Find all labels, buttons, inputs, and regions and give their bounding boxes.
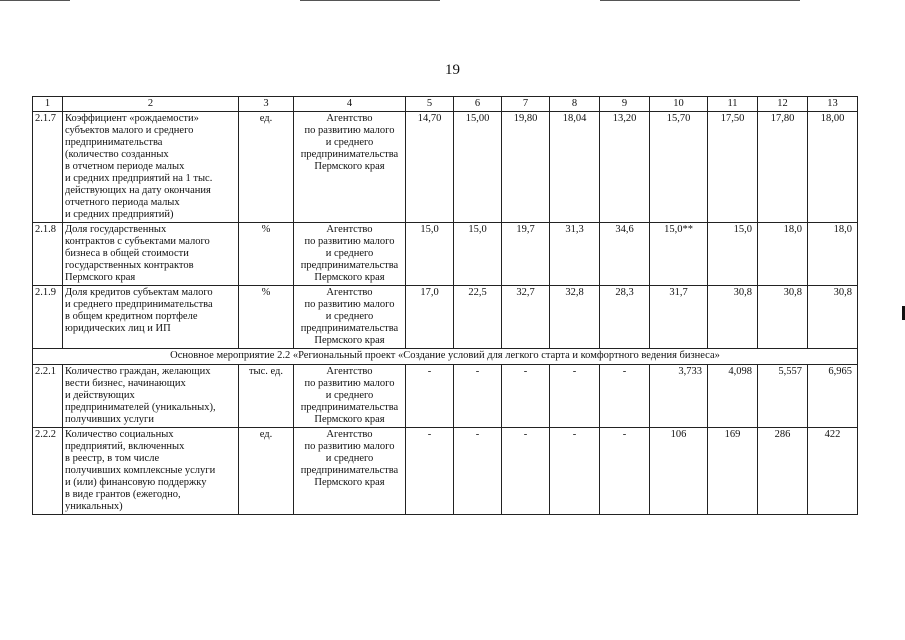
page-number: 19 <box>445 62 460 78</box>
header-cell: 7 <box>502 97 550 112</box>
unit: тыс. ед. <box>239 365 294 428</box>
value-cell: 15,70 <box>650 112 708 223</box>
header-cell: 3 <box>239 97 294 112</box>
header-cell: 8 <box>550 97 600 112</box>
responsible-agency: Агентство по развитию малого и среднего предпринимательства Пермского края <box>294 112 406 223</box>
row-code: 2.1.8 <box>33 223 63 286</box>
unit: ед. <box>239 428 294 515</box>
unit: % <box>239 223 294 286</box>
row-code: 2.2.2 <box>33 428 63 515</box>
value-cell: 17,0 <box>406 286 454 349</box>
row-code: 2.1.9 <box>33 286 63 349</box>
table-row <box>33 365 858 428</box>
value-cell: 31,7 <box>650 286 708 349</box>
value-cell: 15,00 <box>454 112 502 223</box>
value-cell: - <box>502 428 550 515</box>
header-cell: 11 <box>708 97 758 112</box>
value-cell: - <box>502 365 550 428</box>
unit: ед. <box>239 112 294 223</box>
value-cell: - <box>550 428 600 515</box>
value-cell: 422 <box>808 428 858 515</box>
indicator-name: Доля кредитов субъектам малого и среднего предпринимательства в общем кредитном портфеле юридических лиц и ИП <box>63 286 239 349</box>
value-cell: 18,0 <box>808 223 858 286</box>
value-cell: 3,733 <box>650 365 708 428</box>
header-cell: 1 <box>33 97 63 112</box>
value-cell: 15,0 <box>708 223 758 286</box>
value-cell: 32,8 <box>550 286 600 349</box>
value-cell: 32,7 <box>502 286 550 349</box>
value-cell: 6,965 <box>808 365 858 428</box>
header-cell: 9 <box>600 97 650 112</box>
value-cell: 30,8 <box>708 286 758 349</box>
responsible-agency: Агентство по развитию малого и среднего предпринимательства Пермского края <box>294 223 406 286</box>
value-cell: 15,0 <box>406 223 454 286</box>
unit: % <box>239 286 294 349</box>
row-code: 2.2.1 <box>33 365 63 428</box>
value-cell: 169 <box>708 428 758 515</box>
row-code: 2.1.7 <box>33 112 63 223</box>
value-cell: 18,00 <box>808 112 858 223</box>
indicator-name: Доля государственных контрактов с субъектами малого бизнеса в общей стоимости государственных контрактов Пермского края <box>63 223 239 286</box>
value-cell: 19,7 <box>502 223 550 286</box>
value-cell: 18,0 <box>758 223 808 286</box>
table-row <box>33 428 858 515</box>
value-cell: - <box>454 428 502 515</box>
table-header-row <box>33 97 858 112</box>
scan-edge-rule-middle <box>300 0 440 1</box>
value-cell: 34,6 <box>600 223 650 286</box>
value-cell: - <box>600 428 650 515</box>
indicators-table <box>32 96 858 515</box>
header-cell: 13 <box>808 97 858 112</box>
value-cell: 28,3 <box>600 286 650 349</box>
value-cell: 286 <box>758 428 808 515</box>
scan-edge-rule-left <box>0 0 70 1</box>
value-cell: 15,0** <box>650 223 708 286</box>
value-cell: 15,0 <box>454 223 502 286</box>
indicator-name: Количество социальных предприятий, включенных в реестр, в том числе получивших комплексные услуги и (или) финансовую поддержку в виде грантов (ежегодно, уникальных) <box>63 428 239 515</box>
value-cell: 13,20 <box>600 112 650 223</box>
value-cell: 17,50 <box>708 112 758 223</box>
value-cell: 19,80 <box>502 112 550 223</box>
value-cell: - <box>406 428 454 515</box>
scan-edge-rule-right <box>600 0 800 1</box>
value-cell: 30,8 <box>758 286 808 349</box>
value-cell: 17,80 <box>758 112 808 223</box>
value-cell: 18,04 <box>550 112 600 223</box>
value-cell: - <box>550 365 600 428</box>
value-cell: 106 <box>650 428 708 515</box>
section-title: Основное мероприятие 2.2 «Региональный проект «Создание условий для легкого старта и комфортного ведения бизнеса» <box>33 349 858 365</box>
header-cell: 2 <box>63 97 239 112</box>
header-cell: 5 <box>406 97 454 112</box>
table-row <box>33 286 858 349</box>
value-cell: 5,557 <box>758 365 808 428</box>
value-cell: - <box>454 365 502 428</box>
value-cell: - <box>600 365 650 428</box>
value-cell: - <box>406 365 454 428</box>
header-cell: 6 <box>454 97 502 112</box>
value-cell: 30,8 <box>808 286 858 349</box>
responsible-agency: Агентство по развитию малого и среднего предпринимательства Пермского края <box>294 286 406 349</box>
indicator-name: Коэффициент «рождаемости» субъектов малого и среднего предпринимательства (количество созданных в отчетном периоде малых и средних предприятий на 1 тыс. действующих на дату окончания отчетного периода малых и средних предприятий) <box>63 112 239 223</box>
table-row <box>33 223 858 286</box>
value-cell: 31,3 <box>550 223 600 286</box>
value-cell: 14,70 <box>406 112 454 223</box>
header-cell: 12 <box>758 97 808 112</box>
value-cell: 22,5 <box>454 286 502 349</box>
header-cell: 4 <box>294 97 406 112</box>
indicator-name: Количество граждан, желающих вести бизнес, начинающих и действующих предпринимателей (уникальных), получивших услуги <box>63 365 239 428</box>
responsible-agency: Агентство по развитию малого и среднего предпринимательства Пермского края <box>294 365 406 428</box>
section-row <box>33 349 858 365</box>
value-cell: 4,098 <box>708 365 758 428</box>
table-row <box>33 112 858 223</box>
responsible-agency: Агентство по развитию малого и среднего предпринимательства Пермского края <box>294 428 406 515</box>
header-cell: 10 <box>650 97 708 112</box>
